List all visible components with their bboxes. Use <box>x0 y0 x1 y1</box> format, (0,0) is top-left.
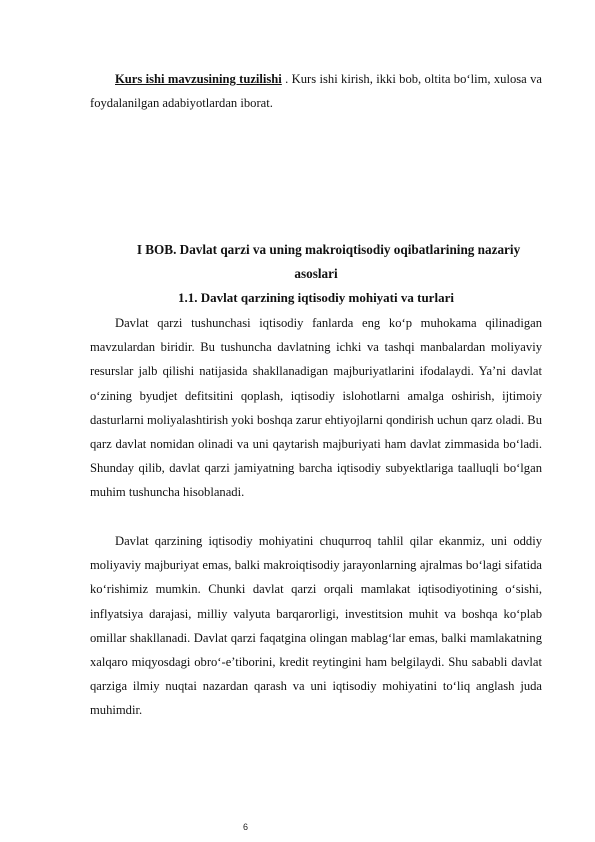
body-paragraph-2: Davlat qarzining iqtisodiy mohiyatini chuqurroq tahlil qilar ekanmiz, uni oddiy moliyaviy majburiyat emas, balki makroiqtisodiy jarayonlarning ajralmas bo‘lagi sifatida ko‘rishimiz mumkin. Chunki davlat qarzi orqali mamlakat iqtisodiyotining o‘sishi, inflyatsiya darajasi, milliy valyuta barqarorligi, investitsion muhit va boshqa ko‘plab omillar shakllanadi. Davlat qarzi faqatgina olingan mablag‘lar emas, balki mamlakatning xalqaro miqyosdagi obro‘-e’tiborini, kredit reytingini ham belgilaydi. Shu sababli davlat qarziga ilmiy nuqtai nazardan qarash va uni iqtisodiy mohiyatini to‘liq anglash juda muhimdir. <box>90 534 542 718</box>
chapter-title: I BOB. Davlat qarzi va uning makroiqtisodiy oqibatlarining nazariy asoslari <box>136 242 521 281</box>
body-paragraph-1: Davlat qarzi tushunchasi iqtisodiy fanlarda eng ko‘p muhokama qilinadigan mavzulardan biridir. Bu tushuncha davlatning ichki va tashqi manbalardan moliyaviy resurslar jalb qilishi natijasida shakllanadigan majburiyatlarini ifodalaydi. Ya’ni davlat o‘zining byudjet defitsitini qoplash, iqtisodiy islohotlarni amalga oshirish, ijtimoiy dasturlarni moliyalashtirish yoki boshqa zarur ehtiyojlarni qondirish uchun qarz oladi. Bu qarz davlat nomidan olinadi va uni qaytarish majburiyati ham davlat zimmasida bo‘ladi. Shunday qilib, davlat qarzi jamiyatning barcha iqtisodiy subyektlariga taalluqli bo‘lgan muhim tushuncha hisoblanadi. <box>90 316 542 500</box>
section-title: 1.1. Davlat qarzining iqtisodiy mohiyati va turlari <box>178 290 454 305</box>
page-number: 6 <box>243 822 249 832</box>
structure-text: . Kurs ishi kirish, ikki bob, oltita bo‘lim, xulosa va foydalanilgan adabiyotlardan iborat. <box>90 72 542 111</box>
structure-lead: Kurs ishi mavzusining tuzilishi <box>115 72 282 86</box>
structure-paragraph <box>90 67 542 115</box>
